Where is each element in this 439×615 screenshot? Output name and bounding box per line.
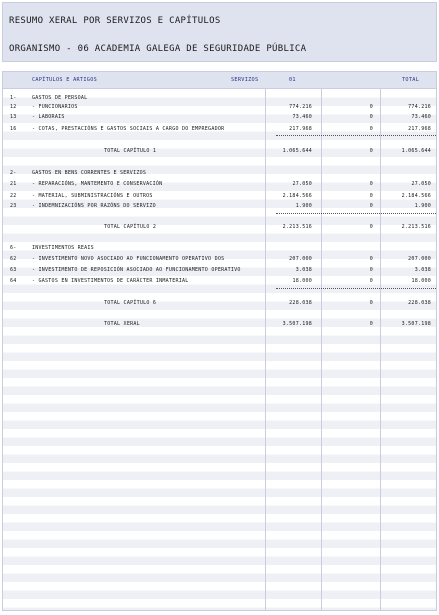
chapter-total-row [3, 222, 436, 231]
dotted-separator [276, 135, 436, 136]
row-col01-value: 0 [369, 266, 373, 273]
row-description: TOTAL CAPÍTULO 2 [104, 223, 157, 230]
row-description: - INVESTIMENTO DE REPOSICIÓN ASOCIADO AO FUNCIONAMENTO OPERATIVO [32, 266, 241, 273]
table-row [3, 265, 436, 274]
table-row [3, 179, 436, 188]
row-col01-value: 0 [369, 202, 373, 209]
table-row [3, 102, 436, 111]
row-total-value: 217.968 [408, 125, 431, 132]
row-total-value: 3.507.198 [401, 320, 431, 327]
row-description: - COTAS, PRESTACIÓNS E GASTOS SOCIAIS A CARGO DO EMPREGADOR [32, 125, 225, 132]
chapter-row [3, 168, 436, 177]
row-services-value: 3.507.198 [282, 320, 312, 327]
row-total-value: 774.216 [408, 103, 431, 110]
row-services-value: 2.213.516 [282, 223, 312, 230]
row-description: - LABORAIS [32, 113, 65, 120]
row-description: - REPARACIÓNS, MANTEMENTO E CONSERVACIÓN [32, 180, 163, 187]
row-code: 2- [10, 169, 17, 176]
row-services-value: 3.038 [295, 266, 312, 273]
row-description: TOTAL CAPÍTULO 1 [104, 147, 157, 154]
report-header [2, 2, 437, 62]
row-col01-value: 0 [369, 223, 373, 230]
table-row [3, 276, 436, 285]
row-services-value: 73.460 [292, 113, 312, 120]
row-col01-value: 0 [369, 299, 373, 306]
row-code: 13 [10, 113, 17, 120]
row-services-value: 207.000 [289, 255, 312, 262]
header-total: TOTAL [402, 77, 420, 83]
grand-total-row [3, 319, 436, 328]
row-col01-value: 0 [369, 277, 373, 284]
row-code: 21 [10, 180, 17, 187]
row-code: 16 [10, 125, 17, 132]
row-col01-value: 0 [369, 192, 373, 199]
row-total-value: 1.900 [414, 202, 431, 209]
row-code: 6- [10, 244, 17, 251]
row-code: 62 [10, 255, 17, 262]
row-col01-value: 0 [369, 125, 373, 132]
row-code: 12 [10, 103, 17, 110]
row-code: 22 [10, 192, 17, 199]
chapter-row [3, 93, 436, 102]
dotted-separator [276, 213, 436, 214]
header-col-01: 01 [289, 77, 296, 83]
header-services: SERVIZOS [231, 77, 259, 83]
row-total-value: 207.000 [408, 255, 431, 262]
row-description: GASTOS EN BENS CORRENTES E SERVIZOS [32, 169, 147, 176]
organism-title: ORGANISMO - 06 ACADEMIA GALEGA DE SEGURIDADE PÚBLICA [9, 44, 307, 54]
row-col01-value: 0 [369, 180, 373, 187]
report-title: RESUMO XERAL POR SERVIZOS E CAPÍTULOS [9, 16, 221, 26]
row-description: TOTAL XERAL [104, 320, 140, 327]
row-services-value: 18.000 [292, 277, 312, 284]
row-total-value: 3.038 [414, 266, 431, 273]
row-services-value: 1.900 [295, 202, 312, 209]
row-col01-value: 0 [369, 113, 373, 120]
row-total-value: 2.184.566 [401, 192, 431, 199]
row-description: - INVESTIMENTO NOVO ASOCIADO AO FUNCIONAMENTO OPERATIVO DOS [32, 255, 225, 262]
table-row [3, 201, 436, 210]
row-total-value: 18.000 [411, 277, 431, 284]
row-description: - INDEMNIZACIÓNS POR RAZÓNS DO SERVIZO [32, 202, 156, 209]
row-total-value: 1.065.644 [401, 147, 431, 154]
row-services-value: 1.065.644 [282, 147, 312, 154]
row-description: TOTAL CAPÍTULO 6 [104, 299, 157, 306]
chapter-total-row [3, 298, 436, 307]
row-services-value: 228.038 [289, 299, 312, 306]
table-header [3, 72, 436, 89]
dotted-separator [276, 288, 436, 289]
row-code: 63 [10, 266, 17, 273]
row-col01-value: 0 [369, 255, 373, 262]
header-chapters: CAPÍTULOS E ARTIGOS [32, 77, 98, 83]
row-col01-value: 0 [369, 320, 373, 327]
row-services-value: 27.050 [292, 180, 312, 187]
row-code: 23 [10, 202, 17, 209]
chapter-total-row [3, 146, 436, 155]
row-col01-value: 0 [369, 103, 373, 110]
row-code: 64 [10, 277, 17, 284]
row-total-value: 228.038 [408, 299, 431, 306]
row-description: INVESTIMENTOS REAIS [32, 244, 94, 251]
row-col01-value: 0 [369, 147, 373, 154]
row-code: 1- [10, 94, 17, 101]
table-row [3, 191, 436, 200]
row-total-value: 73.460 [411, 113, 431, 120]
row-description: - GASTOS EN INVESTIMENTOS DE CARÁCTER INMATERIAL [32, 277, 189, 284]
row-services-value: 2.184.566 [282, 192, 312, 199]
table-row [3, 112, 436, 121]
table-row [3, 254, 436, 263]
row-description: - MATERIAL, SUBMINISTRACIÓNS E OUTROS [32, 192, 153, 199]
row-services-value: 774.216 [289, 103, 312, 110]
chapter-row [3, 243, 436, 252]
row-services-value: 217.968 [289, 125, 312, 132]
table-row [3, 124, 436, 133]
row-description: - FUNCIONARIOS [32, 103, 78, 110]
row-total-value: 2.213.516 [401, 223, 431, 230]
budget-table [2, 71, 437, 611]
row-total-value: 27.050 [411, 180, 431, 187]
row-description: GASTOS DE PERSOAL [32, 94, 88, 101]
